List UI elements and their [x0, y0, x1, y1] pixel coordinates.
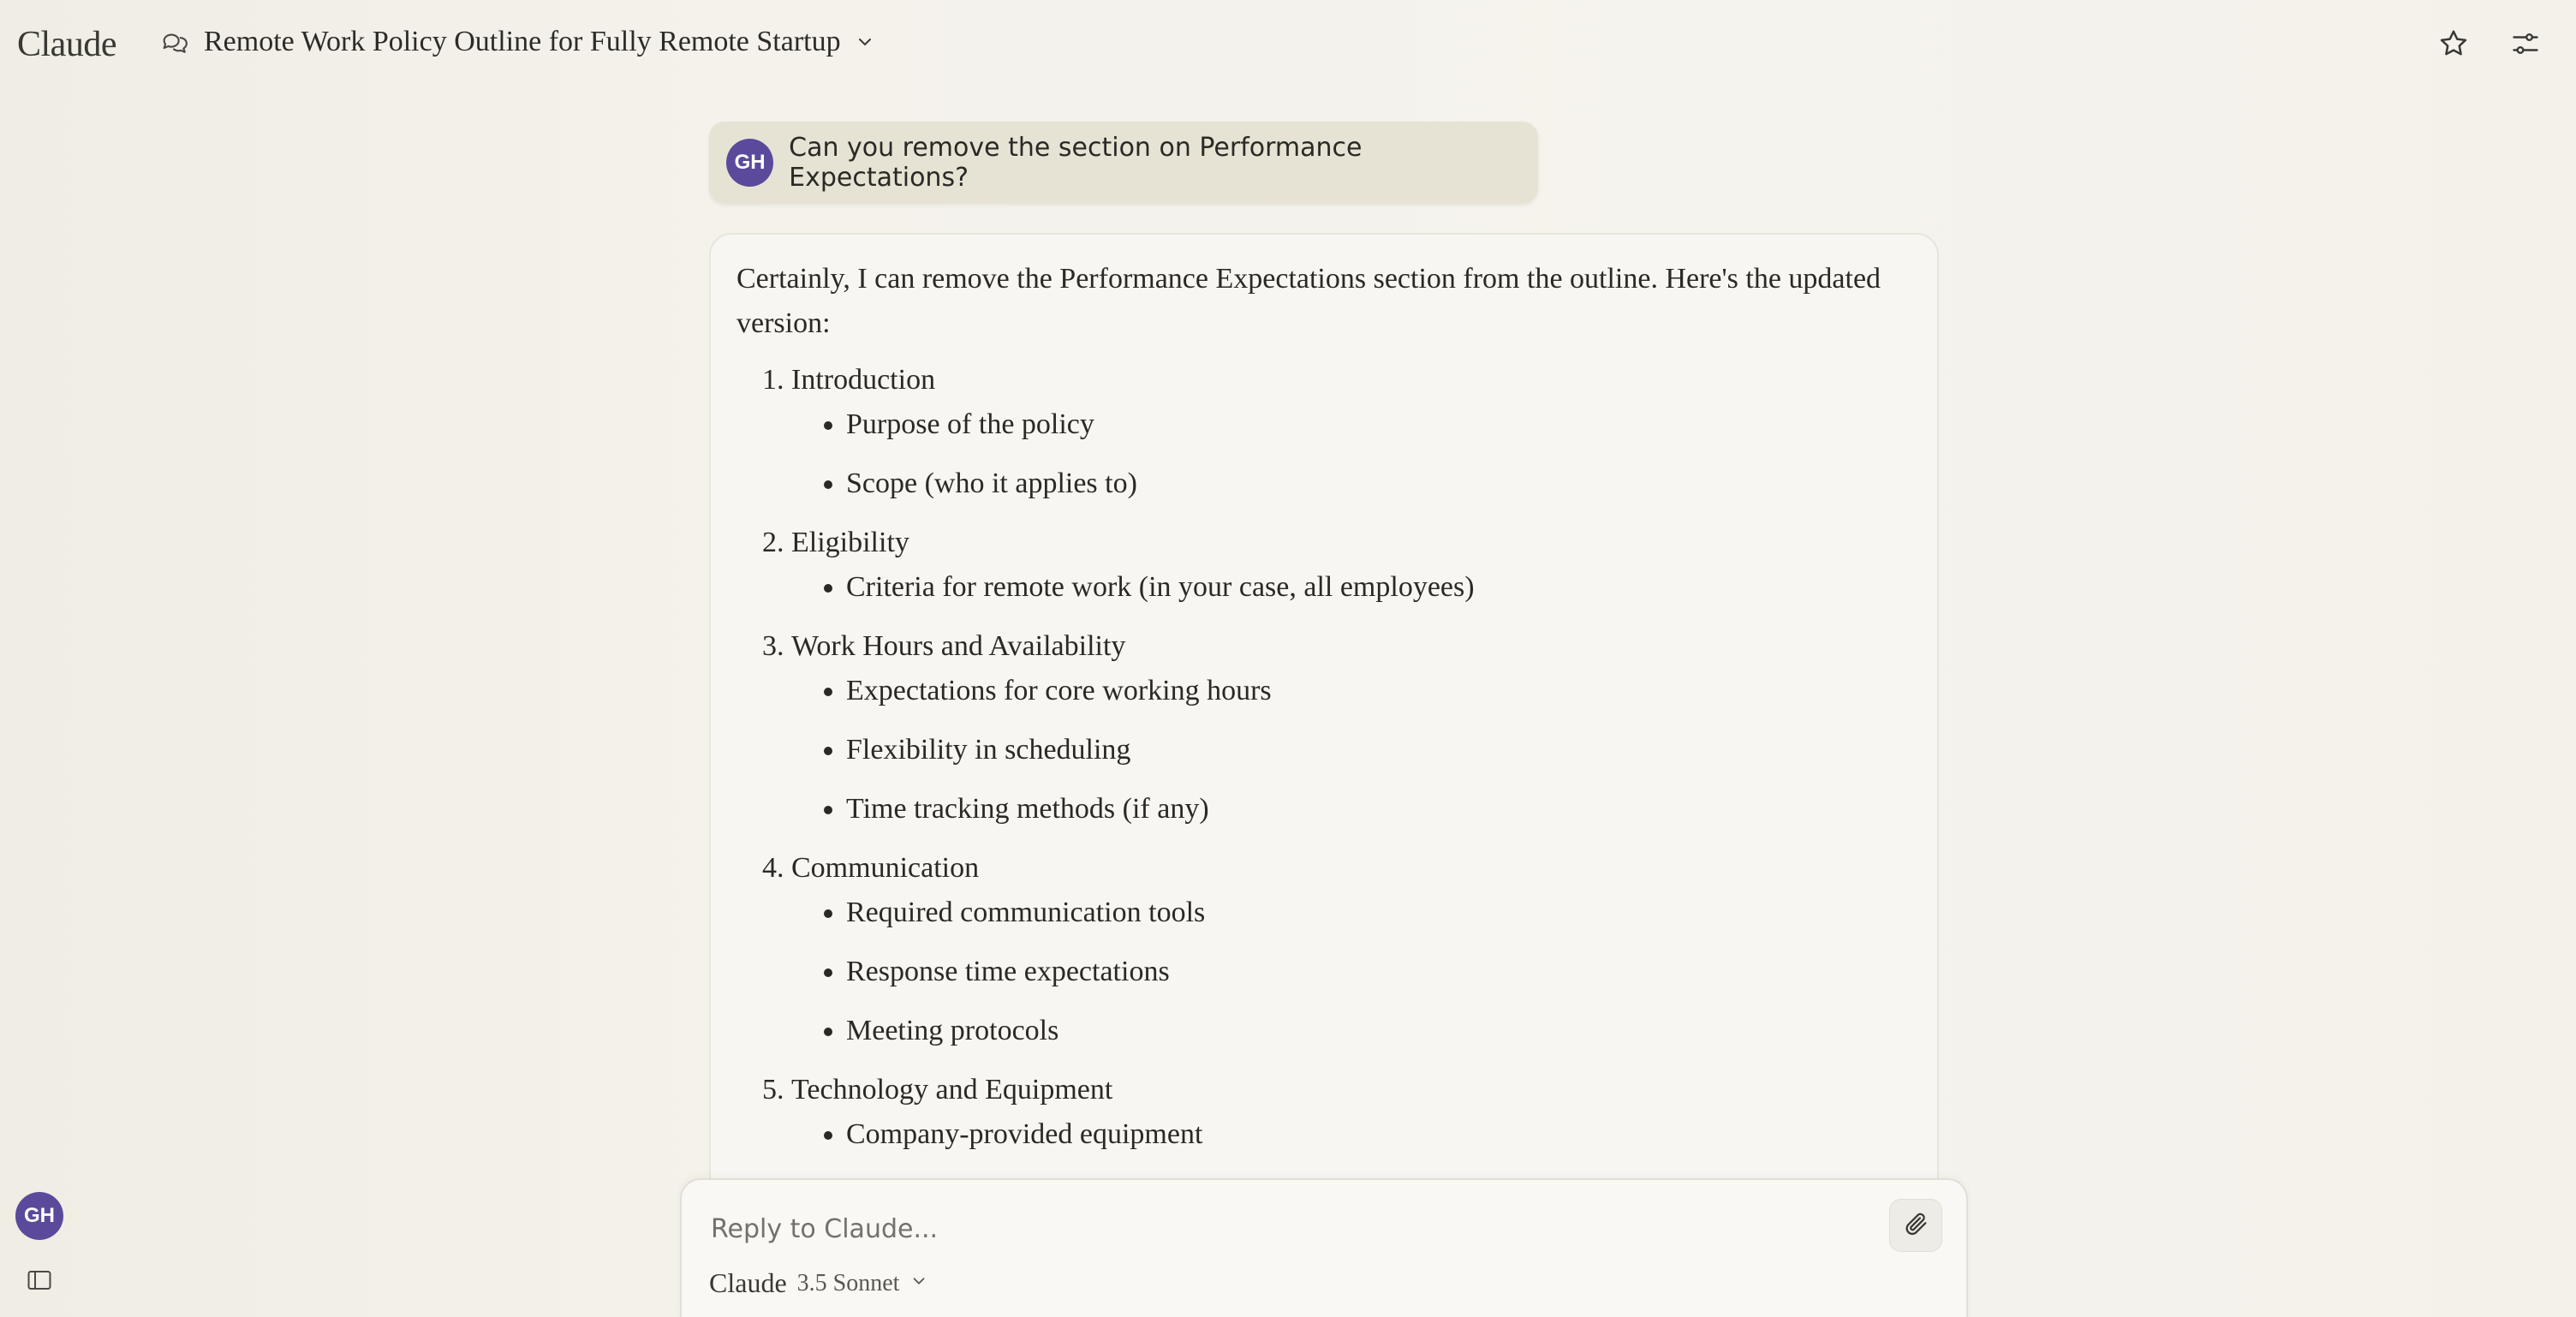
list-item: • Response time expectations [846, 950, 1911, 994]
user-message-text: Can you remove the section on Performance Expectations? [789, 133, 1363, 193]
conversation-title: Remote Work Policy Outline for Fully Remote Startup [204, 26, 841, 57]
top-bar [0, 0, 2576, 94]
list-item: • Required communication tools [846, 891, 1911, 935]
section-title: Work Hours and Availability [791, 630, 1126, 662]
attach-button[interactable] [1889, 1199, 1942, 1252]
list-item: • Meeting protocols [846, 1009, 1911, 1053]
user-avatar: GH [726, 139, 773, 187]
outline-section [791, 846, 1911, 1053]
sidebar-toggle-icon [27, 1269, 52, 1296]
account-avatar: GH [15, 1192, 63, 1240]
claude-logo[interactable]: Claude [17, 25, 116, 64]
model-selector[interactable] [709, 1267, 928, 1299]
list-item: • Flexibility in scheduling [846, 728, 1911, 772]
outline-list [736, 358, 1911, 1216]
assistant-intro: Certainly, I can remove the Performance Expectations section from the outline. Here's the updated version: [736, 263, 1881, 339]
account-menu-button[interactable] [15, 1192, 63, 1240]
outline-section [791, 521, 1911, 610]
assistant-message [709, 233, 1939, 1317]
sidebar-toggle-button[interactable] [24, 1269, 55, 1295]
star-button[interactable] [2434, 26, 2473, 65]
list-item: • Time tracking methods (if any) [846, 787, 1911, 831]
outline-section [791, 358, 1911, 506]
model-name: Claude [709, 1267, 787, 1298]
section-title: Eligibility [791, 527, 909, 558]
list-item: • Company-provided equipment [846, 1112, 1911, 1157]
outline-section [791, 624, 1911, 831]
chat-bubbles-icon [158, 26, 190, 58]
list-item: • Scope (who it applies to) [846, 462, 1911, 506]
list-item: • Criteria for remote work (in your case, all employees) [846, 565, 1911, 610]
section-title: Technology and Equipment [791, 1074, 1113, 1105]
settings-button[interactable] [2506, 26, 2545, 65]
star-icon [2437, 27, 2470, 64]
chevron-down-icon [855, 32, 875, 52]
user-message [709, 122, 1538, 204]
conversation-title-menu[interactable] [158, 26, 875, 58]
chevron-down-icon [909, 1272, 928, 1295]
list-item: • Purpose of the policy [846, 402, 1911, 447]
model-version: 3.5 Sonnet [796, 1269, 900, 1296]
list-item: • Expectations for core working hours [846, 669, 1911, 713]
reply-composer [680, 1178, 1968, 1317]
reply-input[interactable] [709, 1204, 1877, 1254]
paperclip-icon [1901, 1209, 1930, 1243]
sliders-icon [2510, 28, 2541, 63]
section-title: Communication [791, 852, 980, 884]
section-title: Introduction [791, 364, 936, 396]
